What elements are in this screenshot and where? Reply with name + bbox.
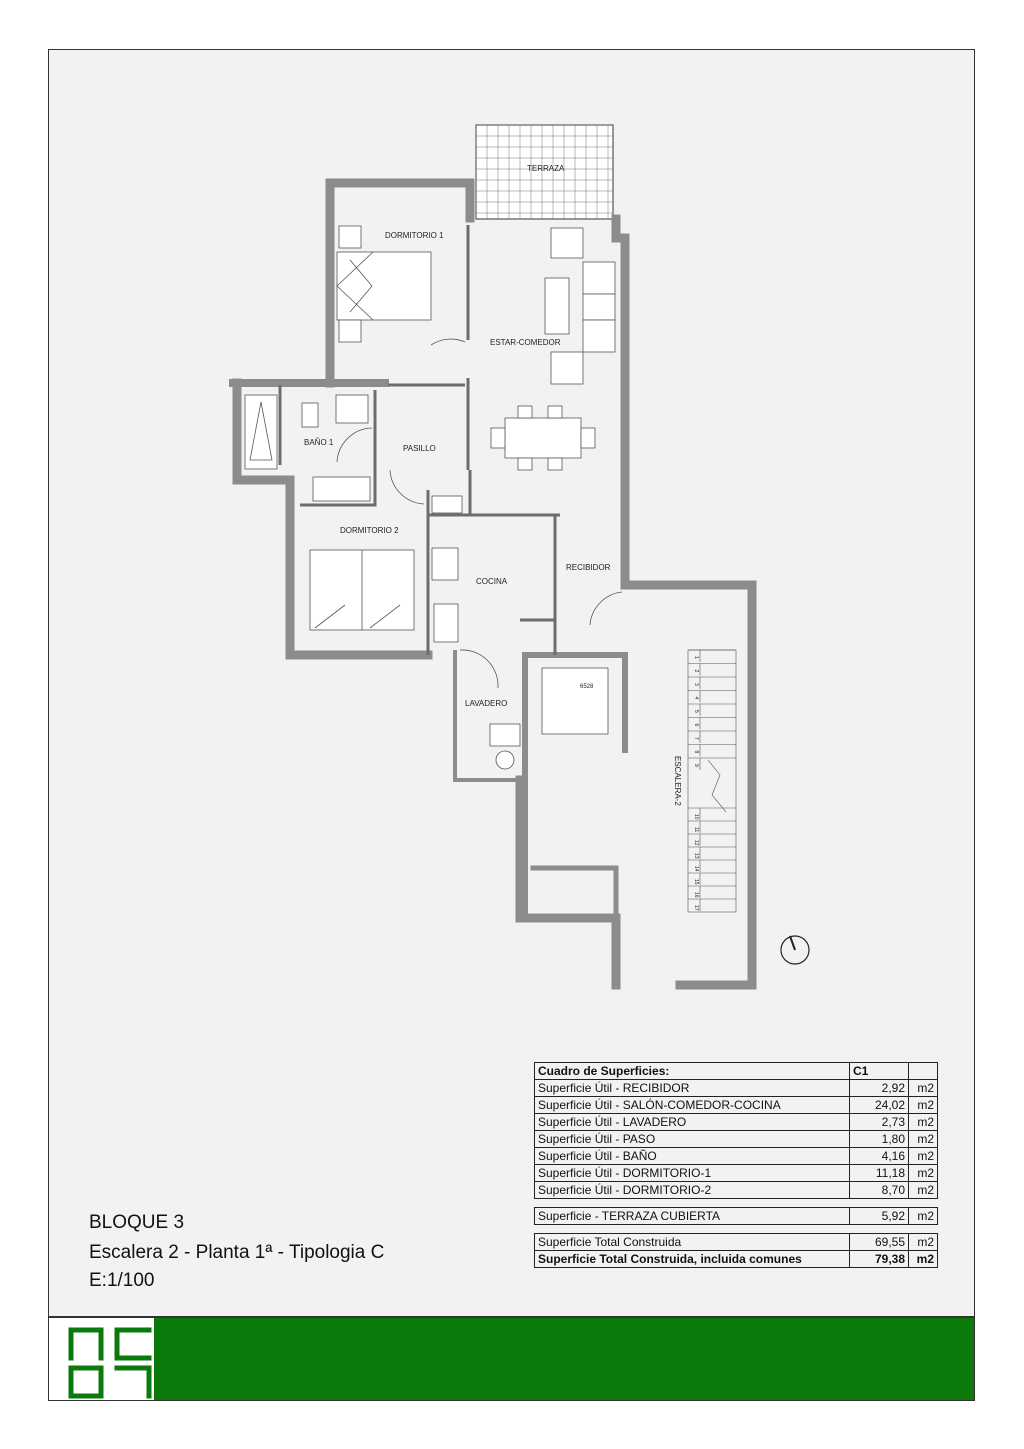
room-label-recibidor: RECIBIDOR xyxy=(566,563,611,572)
table-spacer xyxy=(535,1199,938,1208)
total-label: Superficie Total Construida xyxy=(535,1234,850,1251)
total-comunes-label: Superficie Total Construida, incluida comunes xyxy=(535,1251,850,1268)
room-label-escalera: ESCALERA-2 xyxy=(673,756,682,806)
table-cell-label: Superficie Útil - SALÓN-COMEDOR-COCINA xyxy=(535,1097,850,1114)
room-label-terraza: TERRAZA xyxy=(527,164,565,173)
table-cell-value: 8,70 xyxy=(850,1182,909,1199)
total-value: 69,55 xyxy=(850,1234,909,1251)
stair-number: 13 xyxy=(693,853,699,859)
table-cell-unit: m2 xyxy=(909,1114,938,1131)
surface-table xyxy=(534,1062,938,1268)
table-row xyxy=(535,1114,938,1131)
table-cell-label: Superficie Útil - DORMITORIO-2 xyxy=(535,1182,850,1199)
table-cell-value: 2,73 xyxy=(850,1114,909,1131)
room-label-pasillo: PASILLO xyxy=(403,444,436,453)
table-row xyxy=(535,1148,938,1165)
terraza-label: Superficie - TERRAZA CUBIERTA xyxy=(535,1208,850,1225)
total-comunes-unit: m2 xyxy=(909,1251,938,1268)
stair-number: 17 xyxy=(693,905,699,911)
terraza-unit: m2 xyxy=(909,1208,938,1225)
table-cell-value: 24,02 xyxy=(850,1097,909,1114)
total-comunes-value: 79,38 xyxy=(850,1251,909,1268)
stair-number: 11 xyxy=(693,827,699,833)
north-arrow xyxy=(781,936,809,964)
title-block xyxy=(89,1208,384,1294)
stair-number: 9 xyxy=(693,764,699,767)
room-label-bano-1: BAÑO 1 xyxy=(304,438,334,447)
table-cell-value: 4,16 xyxy=(850,1148,909,1165)
furniture xyxy=(245,226,615,769)
table-cell-label: Superficie Útil - DORMITORIO-1 xyxy=(535,1165,850,1182)
table-row xyxy=(535,1097,938,1114)
stair-steps xyxy=(688,650,736,912)
stair-numbers xyxy=(693,656,699,911)
bloque-title: BLOQUE 3 xyxy=(89,1212,185,1233)
table-cell-unit: m2 xyxy=(909,1080,938,1097)
table-row-terraza xyxy=(535,1208,938,1225)
stair-number: 16 xyxy=(693,892,699,898)
table-cell-unit: m2 xyxy=(909,1165,938,1182)
table-row xyxy=(535,1131,938,1148)
table-cell-label: Superficie Útil - LAVADERO xyxy=(535,1114,850,1131)
stair-number: 15 xyxy=(693,879,699,885)
total-unit: m2 xyxy=(909,1234,938,1251)
stair-number: 5 xyxy=(693,710,699,713)
table-cell-label: Superficie Útil - BAÑO xyxy=(535,1148,850,1165)
table-cell-unit: m2 xyxy=(909,1097,938,1114)
table-header-label: Cuadro de Superficies: xyxy=(535,1063,850,1080)
terraza-value: 5,92 xyxy=(850,1208,909,1225)
stair-number: 3 xyxy=(693,683,699,686)
table-row xyxy=(535,1165,938,1182)
table-row xyxy=(535,1080,938,1097)
stair-number: 2 xyxy=(693,669,699,673)
table-row xyxy=(535,1182,938,1199)
table-header-column: C1 xyxy=(850,1063,909,1080)
stair-number: 6 xyxy=(693,723,699,727)
plan-scale: E:1/100 xyxy=(89,1270,155,1291)
room-label-dormitorio-1: DORMITORIO 1 xyxy=(385,231,444,240)
table-header-row xyxy=(535,1063,938,1080)
lift-tag: 6528 xyxy=(580,684,594,690)
plan-subtitle: Escalera 2 - Planta 1ª - Tipologia C xyxy=(89,1242,385,1263)
table-cell-unit: m2 xyxy=(909,1131,938,1148)
table-cell-unit: m2 xyxy=(909,1182,938,1199)
footer xyxy=(48,1317,975,1401)
room-label-lavadero: LAVADERO xyxy=(465,699,508,708)
table-header-empty xyxy=(909,1063,938,1080)
stair-number: 12 xyxy=(693,840,699,846)
table-cell-value: 2,92 xyxy=(850,1080,909,1097)
table-row-total xyxy=(535,1234,938,1251)
stair-number: 7 xyxy=(693,737,699,740)
room-label-dormitorio-2: DORMITORIO 2 xyxy=(340,526,399,535)
table-cell-unit: m2 xyxy=(909,1148,938,1165)
table-body xyxy=(535,1080,938,1199)
table-cell-value: 1,80 xyxy=(850,1131,909,1148)
stair-number: 8 xyxy=(693,750,699,754)
stair-number: 1 xyxy=(693,656,699,659)
company-logo xyxy=(63,1322,163,1402)
table-row-total-comunes xyxy=(535,1251,938,1268)
stair-number: 4 xyxy=(693,696,699,700)
room-label-cocina: COCINA xyxy=(476,577,508,586)
table-cell-label: Superficie Útil - PASO xyxy=(535,1131,850,1148)
table-cell-label: Superficie Útil - RECIBIDOR xyxy=(535,1080,850,1097)
room-label-estar-comedor: ESTAR-COMEDOR xyxy=(490,338,561,347)
brand-bar xyxy=(154,1318,974,1400)
stair-number: 14 xyxy=(693,866,699,872)
stair-number: 10 xyxy=(693,814,699,820)
table-cell-value: 11,18 xyxy=(850,1165,909,1182)
table-spacer xyxy=(535,1225,938,1234)
